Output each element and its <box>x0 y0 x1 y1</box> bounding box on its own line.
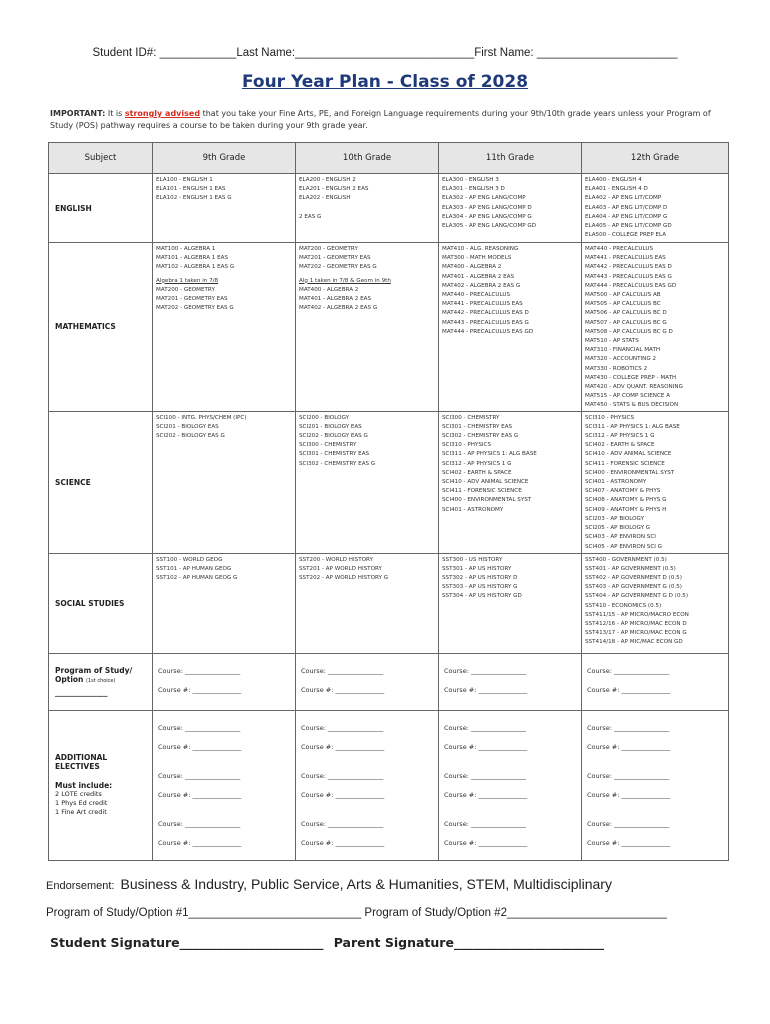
elective-9th-number-3[interactable]: Course #: _______________ <box>158 838 242 847</box>
pos-11th-number[interactable]: Course #: _______________ <box>444 685 528 694</box>
elective-12th-number-3[interactable]: Course #: _______________ <box>587 838 671 847</box>
elective-10th-course-1[interactable]: Course: _________________ <box>301 723 384 732</box>
english-10th-cell <box>296 174 439 243</box>
english-12th-cell <box>582 174 729 243</box>
elective-11th-course-3[interactable]: Course: _________________ <box>444 819 527 828</box>
elective-9th-course-2[interactable]: Course: _________________ <box>158 771 241 780</box>
math-10th-note-wrap <box>296 273 438 286</box>
header-10th: 10th Grade <box>296 143 439 174</box>
math-10th-courses-b: MAT400 - ALGEBRA 2 MAT401 - ALGEBRA 2 EAS MAT402 - ALGEBRA 2 EAS G <box>299 286 378 312</box>
math-10th-courses-a: MAT200 - GEOMETRY MAT201 - GEOMETRY EAS MAT202 - GEOMETRY EAS G <box>299 246 377 271</box>
english-11th-cell <box>439 174 582 243</box>
elective-12th-course-3[interactable]: Course: _________________ <box>587 819 670 828</box>
social-10th-cell <box>296 553 439 653</box>
math-9th-note: Algebra 1 taken in 7/8 <box>156 277 219 284</box>
important-label: IMPORTANT: <box>50 109 106 118</box>
page-title-text: Four Year Plan - Class of 2028 <box>241 72 529 92</box>
pos-11th-cell <box>439 653 582 710</box>
pos-9th-cell <box>153 653 296 710</box>
math-9th-note-wrap <box>153 273 295 286</box>
math-10th-note: Alg 1 taken in 7/8 & Geom in 9th <box>299 277 391 284</box>
pos-label-line2: Option <box>55 675 84 685</box>
endorsement-label: Endorsement: <box>46 880 115 892</box>
page-title <box>0 72 770 92</box>
science-9th-cell <box>153 411 296 553</box>
social-9th-courses: SST100 - WORLD GEOG SST101 - AP HUMAN GEOG SST102 - AP HUMAN GEOG G <box>156 556 238 582</box>
elective-12th-number-1[interactable]: Course #: _______________ <box>587 742 671 751</box>
science-10th-courses: SCI200 - BIOLOGY SCI201 - BIOLOGY EAS SCI202 - BIOLOGY EAS G SCI300 - CHEMISTRY SCI301 - CHEMISTRY EAS SCI302 - CHEMISTRY EAS G <box>299 414 376 467</box>
math-10th-cell <box>296 243 439 412</box>
endorsement-line <box>46 876 612 894</box>
electives-label-line1: ADDITIONAL <box>55 753 108 763</box>
important-pre: It is <box>105 109 125 118</box>
electives-req-fine-art: 1 Fine Art credit <box>55 808 107 817</box>
pos-12th-number[interactable]: Course #: _______________ <box>587 685 671 694</box>
elective-11th-course-1[interactable]: Course: _________________ <box>444 723 527 732</box>
elective-9th-number-2[interactable]: Course #: _______________ <box>158 790 242 799</box>
row-social-studies <box>49 553 729 653</box>
electives-9th-cell <box>153 710 296 860</box>
english-9th-courses: ELA100 - ENGLISH 1 ELA101 - ENGLISH 1 EAS ELA102 - ENGLISH 1 EAS G <box>156 177 232 202</box>
pos-9th-course[interactable]: Course: _________________ <box>158 666 241 675</box>
science-9th-courses: SCI100 - INTG. PHYS/CHEM (IPC) SCI201 - BIOLOGY EAS SCI202 - BIOLOGY EAS G <box>156 414 247 440</box>
elective-12th-course-2[interactable]: Course: _________________ <box>587 771 670 780</box>
social-11th-courses: SST300 - US HISTORY SST301 - AP US HISTORY SST302 - AP US HISTORY D SST303 - AP US HISTORY G SST304 - AP US HISTORY GD <box>442 556 522 600</box>
elective-10th-number-1[interactable]: Course #: _______________ <box>301 742 385 751</box>
row-english <box>49 174 729 243</box>
elective-10th-course-3[interactable]: Course: _________________ <box>301 819 384 828</box>
english-11th-courses: ELA300 - ENGLISH 3 ELA301 - ENGLISH 3 D ELA302 - AP ENG LANG/COMP ELA303 - AP ENG LANG/COMP D ELA304 - AP ENG LANG/COMP G ELA305 - AP ENG LANG/COMP GD <box>442 177 537 230</box>
math-11th-courses: MAT410 - ALG. REASONING MAT300 - MATH MODELS MAT400 - ALGEBRA 2 MAT401 - ALGEBRA 2 EAS MAT402 - ALGEBRA 2 EAS G MAT440 - PRECALCULUS MAT441 - PRECALCULUS EAS MAT442 - PRECALCULUS EAS D MAT443 - PRECALCULUS EAS G MAT444 - PRECALCULUS EAS GD <box>442 246 534 335</box>
math-9th-courses-b: MAT200 - GEOMETRY MAT201 - GEOMETRY EAS MAT202 - GEOMETRY EAS G <box>156 286 234 312</box>
header-11th: 11th Grade <box>439 143 582 174</box>
four-year-plan-table <box>48 142 729 861</box>
pos-10th-course[interactable]: Course: _________________ <box>301 666 384 675</box>
math-11th-cell <box>439 243 582 412</box>
header-subject: Subject <box>49 143 153 174</box>
elective-10th-course-2[interactable]: Course: _________________ <box>301 771 384 780</box>
electives-label-line2: ELECTIVES <box>55 762 100 772</box>
elective-11th-number-2[interactable]: Course #: _______________ <box>444 790 528 799</box>
row-mathematics <box>49 243 729 412</box>
pos-12th-course[interactable]: Course: _________________ <box>587 666 670 675</box>
pos-12th-cell <box>582 653 729 710</box>
english-10th-courses: ELA200 - ENGLISH 2 ELA201 - ENGLISH 2 EAS ELA202 - ENGLISH 2 EAS G <box>299 177 369 220</box>
endorsement-values: Business & Industry, Public Service, Arts & Humanities, STEM, Multidisciplinary <box>120 876 612 892</box>
social-12th-cell <box>582 553 729 653</box>
parent-signature[interactable]: Parent Signature________________________ <box>333 935 604 950</box>
important-post: that you take your Fine Arts, PE, and Foreign Language requirements during your 9th/10th grade years unless your Program of Study (POS) pathway requires a course to be taken during your 9th grade year. <box>50 109 711 130</box>
elective-9th-course-1[interactable]: Course: _________________ <box>158 723 241 732</box>
row-additional-electives <box>49 710 729 860</box>
english-9th-cell <box>153 174 296 243</box>
row-science <box>49 411 729 553</box>
electives-must: Must include: <box>55 781 113 791</box>
science-12th-cell <box>582 411 729 553</box>
subject-english: ENGLISH <box>49 174 153 243</box>
english-12th-courses: ELA400 - ENGLISH 4 ELA401 - ENGLISH 4 D ELA402 - AP ENG LIT/COMP ELA403 - AP ENG LIT/COMP D ELA404 - AP ENG LIT/COMP G ELA405 - AP ENG LIT/COMP GD ELA500 - COLLEGE PREP ELA <box>585 177 672 239</box>
pos-label-line2-wrap <box>55 675 152 684</box>
student-info-line[interactable]: Student ID#: ____________Last Name:____________________________First Name: ______________________ <box>92 47 678 59</box>
social-11th-cell <box>439 553 582 653</box>
electives-10th-cell <box>296 710 439 860</box>
elective-11th-number-1[interactable]: Course #: _______________ <box>444 742 528 751</box>
student-signature[interactable]: Student Signature_______________________ <box>50 935 324 950</box>
elective-9th-course-3[interactable]: Course: _________________ <box>158 819 241 828</box>
header-12th: 12th Grade <box>582 143 729 174</box>
elective-12th-number-2[interactable]: Course #: _______________ <box>587 790 671 799</box>
pos-9th-number[interactable]: Course #: _______________ <box>158 685 242 694</box>
science-11th-courses: SCI300 - CHEMISTRY SCI301 - CHEMISTRY EAS SCI302 - CHEMISTRY EAS G SCI310 - PHYSICS SCI311 - AP PHYSICS 1: ALG BASE SCI312 - AP PHYSICS 1 G SCI402 - EARTH & SPACE SCI410 - ADV ANIMAL SCIENCE SCI411 - FORENSIC SCIENCE SCI400 - ENVIRONMENTAL SYST SCI401 - ASTRONOMY <box>442 414 537 513</box>
electives-12th-cell <box>582 710 729 860</box>
electives-req-lote: 2 LOTE credits <box>55 790 102 799</box>
subject-program-of-study <box>49 653 153 710</box>
pos-10th-number[interactable]: Course #: _______________ <box>301 685 385 694</box>
important-emphasis: strongly advised <box>124 109 201 118</box>
social-10th-courses: SST200 - WORLD HISTORY SST201 - AP WORLD HISTORY SST202 - AP WORLD HISTORY G <box>299 556 389 582</box>
elective-11th-course-2[interactable]: Course: _________________ <box>444 771 527 780</box>
electives-req-pe: 1 Phys Ed credit <box>55 799 108 808</box>
social-9th-cell <box>153 553 296 653</box>
elective-10th-number-3[interactable]: Course #: _______________ <box>301 838 385 847</box>
pos-label-line1: Program of Study/ <box>55 666 133 676</box>
signature-line <box>50 935 604 950</box>
header-9th: 9th Grade <box>153 143 296 174</box>
subject-mathematics: MATHEMATICS <box>49 243 153 412</box>
important-note <box>50 108 730 132</box>
program-of-study-line[interactable]: Program of Study/Option #1___________________________ Program of Study/Option #2_________________________ <box>46 907 667 919</box>
row-program-of-study <box>49 653 729 710</box>
science-12th-courses: SCI310 - PHYSICS SCI311 - AP PHYSICS 1: ALG BASE SCI312 - AP PHYSICS 1 G SCI402 - EARTH & SPACE SCI410 - ADV ANIMAL SCIENCE SCI411 - FORENSIC SCIENCE SCI400 - ENVIRONMENTAL SYST SCI401 - ASTRONOMY SCI407 - ANATOMY & PHYS SCI408 - ANATOMY & PHYS G SCI409 - ANATOMY & PHYS H SCI203 - AP BIOLOGY SCI205 - AP BIOLOGY G SCI403 - AP ENVIRON SCI SCI405 - AP ENVIRON SCI G <box>585 414 680 550</box>
electives-11th-cell <box>439 710 582 860</box>
elective-12th-course-1[interactable]: Course: _________________ <box>587 723 670 732</box>
social-12th-courses: SST400 - GOVERNMENT (0.5) SST401 - AP GOVERNMENT (0.5) SST402 - AP GOVERNMENT D (0.5) SST403 - AP GOVERNMENT G (0.5) SST404 - AP GOVERNMENT G D (0.5) SST410 - ECONOMICS (0.5) SST411/15 - AP MICRO/MACRO ECON SST412/16 - AP MICRO/MAC ECON D SST413/17 - AP MICRO/MAC ECON G SST414/18 - AP MIC/MAC ECON GD <box>585 556 689 646</box>
pos-10th-cell <box>296 653 439 710</box>
elective-9th-number-1[interactable]: Course #: _______________ <box>158 742 242 751</box>
subject-additional-electives <box>49 710 153 860</box>
elective-10th-number-2[interactable]: Course #: _______________ <box>301 790 385 799</box>
pos-label-small: (1st choice) <box>86 678 116 685</box>
science-10th-cell <box>296 411 439 553</box>
math-9th-cell <box>153 243 296 412</box>
elective-11th-number-3[interactable]: Course #: _______________ <box>444 838 528 847</box>
math-12th-cell <box>582 243 729 412</box>
subject-science: SCIENCE <box>49 411 153 553</box>
subject-social-studies: SOCIAL STUDIES <box>49 553 153 653</box>
table-header-row <box>49 143 729 174</box>
math-12th-courses: MAT440 - PRECALCULUS MAT441 - PRECALCULUS EAS MAT442 - PRECALCULUS EAS D MAT443 - PRECALCULUS EAS G MAT444 - PRECALCULUS EAS GD MAT500 - AP CALCULUS AB MAT505 - AP CALCULUS BC MAT506 - AP CALCULUS BC D MAT507 - AP CALCULUS BC G MAT508 - AP CALCULUS BC G D MAT510 - AP STATS MAT310 - FINANCIAL MATH MAT320 - ACCOUNTING 2 MAT330 - ROBOTICS 2 MAT430 - COLLEGE PREP - MATH MAT420 - ADV QUANT. REASONING MAT515 - AP COMP SCIENCE A MAT450 - STATS & BUS DECISION <box>585 246 683 409</box>
pos-11th-course[interactable]: Course: _________________ <box>444 666 527 675</box>
math-9th-courses-a: MAT100 - ALGEBRA 1 MAT101 - ALGEBRA 1 EAS MAT102 - ALGEBRA 1 EAS G <box>156 246 235 271</box>
pos-label-blank[interactable]: ______________ <box>55 688 108 698</box>
science-11th-cell <box>439 411 582 553</box>
